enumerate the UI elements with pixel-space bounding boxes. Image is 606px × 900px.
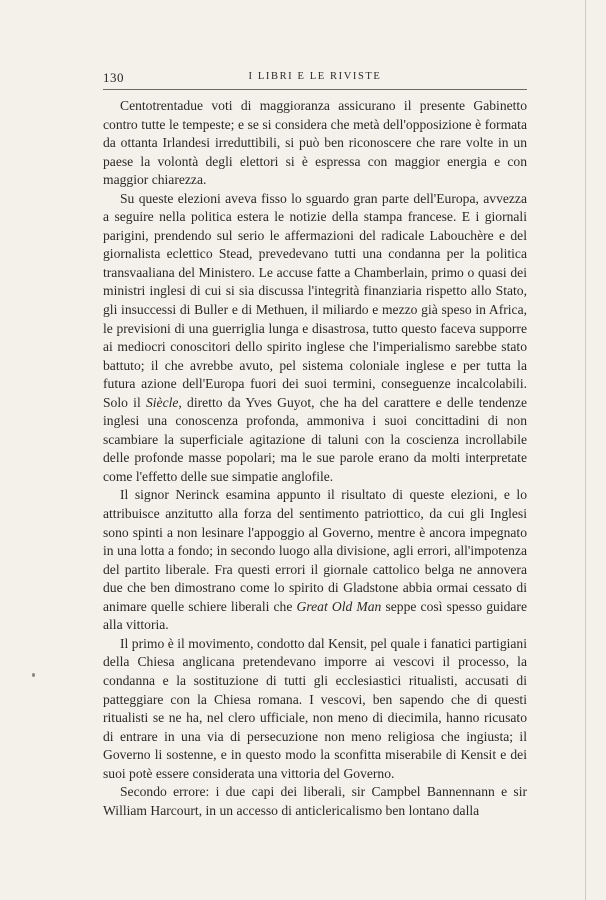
paragraph-2-text-after: , diretto da Yves Guyot, che ha del carattere e delle tendenze inglesi una conoscenza profonda, ammoniva i suoi concittadini di non scambiare la superficiale agitazione di taluni con la coscienza incrollabile delle profonde masse popolari; ma le sue parole erano da molti interpretate come l'effetto delle sue simpatie anglofile. (103, 394, 528, 484)
paragraph-3-text-after: seppe così spesso guidare alla vittoria. (103, 598, 527, 633)
running-header (103, 70, 527, 90)
page-number: 130 (103, 70, 124, 85)
italic-great-old-man: Great Old Man (296, 598, 382, 614)
paragraph-1-text: Centotrentadue voti di maggioranza assicurano il presente Gabinetto contro tutte le tempeste; e se si considera che metà dell'opposizione è formata da ottanta Irlandesi irreduttibili, si può ben riconoscere che rare volte in un paese la volontà degli elettori si è espressa con maggior energia e con maggior chiarezza. (103, 98, 527, 188)
paragraph-2 (103, 190, 527, 487)
paragraph-1 (103, 97, 527, 190)
paragraph-5-text: Secondo errore: i due capi dei liberali, sir Campbel Bannennann e sir William Harcourt, in un accesso di anticlericalismo ben lontano dalla (103, 784, 527, 818)
paragraph-3-text: Il signor Nerinck esamina appunto il risultato di queste elezioni, e lo attribuisce anzitutto alla forza del sentimento patriottico, da cui gli Inglesi sono spinti a non lesinare l'appoggio al Governo, mentre è ancora impegnato in una lotta a fondo; in secondo luogo alla divisione, agli errori, all'impotenza del partito liberale. Fra questi errori il giornale cattolico belga ne annovera due che ben dimostrano come lo spirito di Gladstone abbia ormai cessato di animare quelle schiere liberali che (103, 487, 527, 614)
paragraph-2-text: Su queste elezioni aveva fisso lo sguardo gran parte dell'Europa, avvezza a seguire nella politica estera le notizie della stampa francese. E i giornali parigini, prendendo sul serio le affermazioni del radicale Labouchère e del giornalista eclettico Stead, prevedevano tutti una condanna per la politica transvaaliana del Ministero. Le accuse fatte a Chamberlain, primo o quasi dei ministri inglesi di cui si sia discussa l'integrità finanziaria rispetto allo Stato, gli insuccessi di Buller e di Methuen, il miliardo e mezzo già speso in Africa, le previsioni di una guerriglia lunga e disastrosa, tutto questo faceva supporre ai mediocri conoscitori dello spirito inglese che l'imperialismo sarebbe stato battuto; il che avrebbe avuto, pel sistema coloniale inglese e per tutta la futura azione dell'Europa fuori dei suoi termini, conseguenze incalcolabili. Solo il (103, 190, 527, 410)
paragraph-3 (103, 486, 527, 634)
paragraph-4-text: Il primo è il movimento, condotto dal Kensit, pel quale i fanatici partigiani della Chiesa anglicana pretendevano imporre ai vescovi il processo, la condanna e la sostituzione di tutti gli ecclesiastici ritualisti, accusati di patteggiare con la Chiesa romana. I vescovi, ben sapendo che di questi ritualisti se ne ha, nel clero ufficiale, non meno di diecimila, hanno ricusato di entrare in una via di persecuzione non meno religiosa che ingiusta; il Governo li sostenne, e in questo modo la sconfitta miserabile di Kensit e dei suoi potè essere considerata una vittoria del Governo. (103, 635, 527, 781)
paragraph-4 (103, 635, 527, 783)
body-text (103, 97, 527, 820)
page-edge-line (585, 0, 586, 900)
running-title: I LIBRI E LE RIVISTE (248, 71, 382, 82)
header-rule (103, 89, 527, 90)
margin-speck (32, 673, 35, 677)
paragraph-5 (103, 783, 527, 820)
italic-siecle: Siècle (145, 394, 179, 410)
